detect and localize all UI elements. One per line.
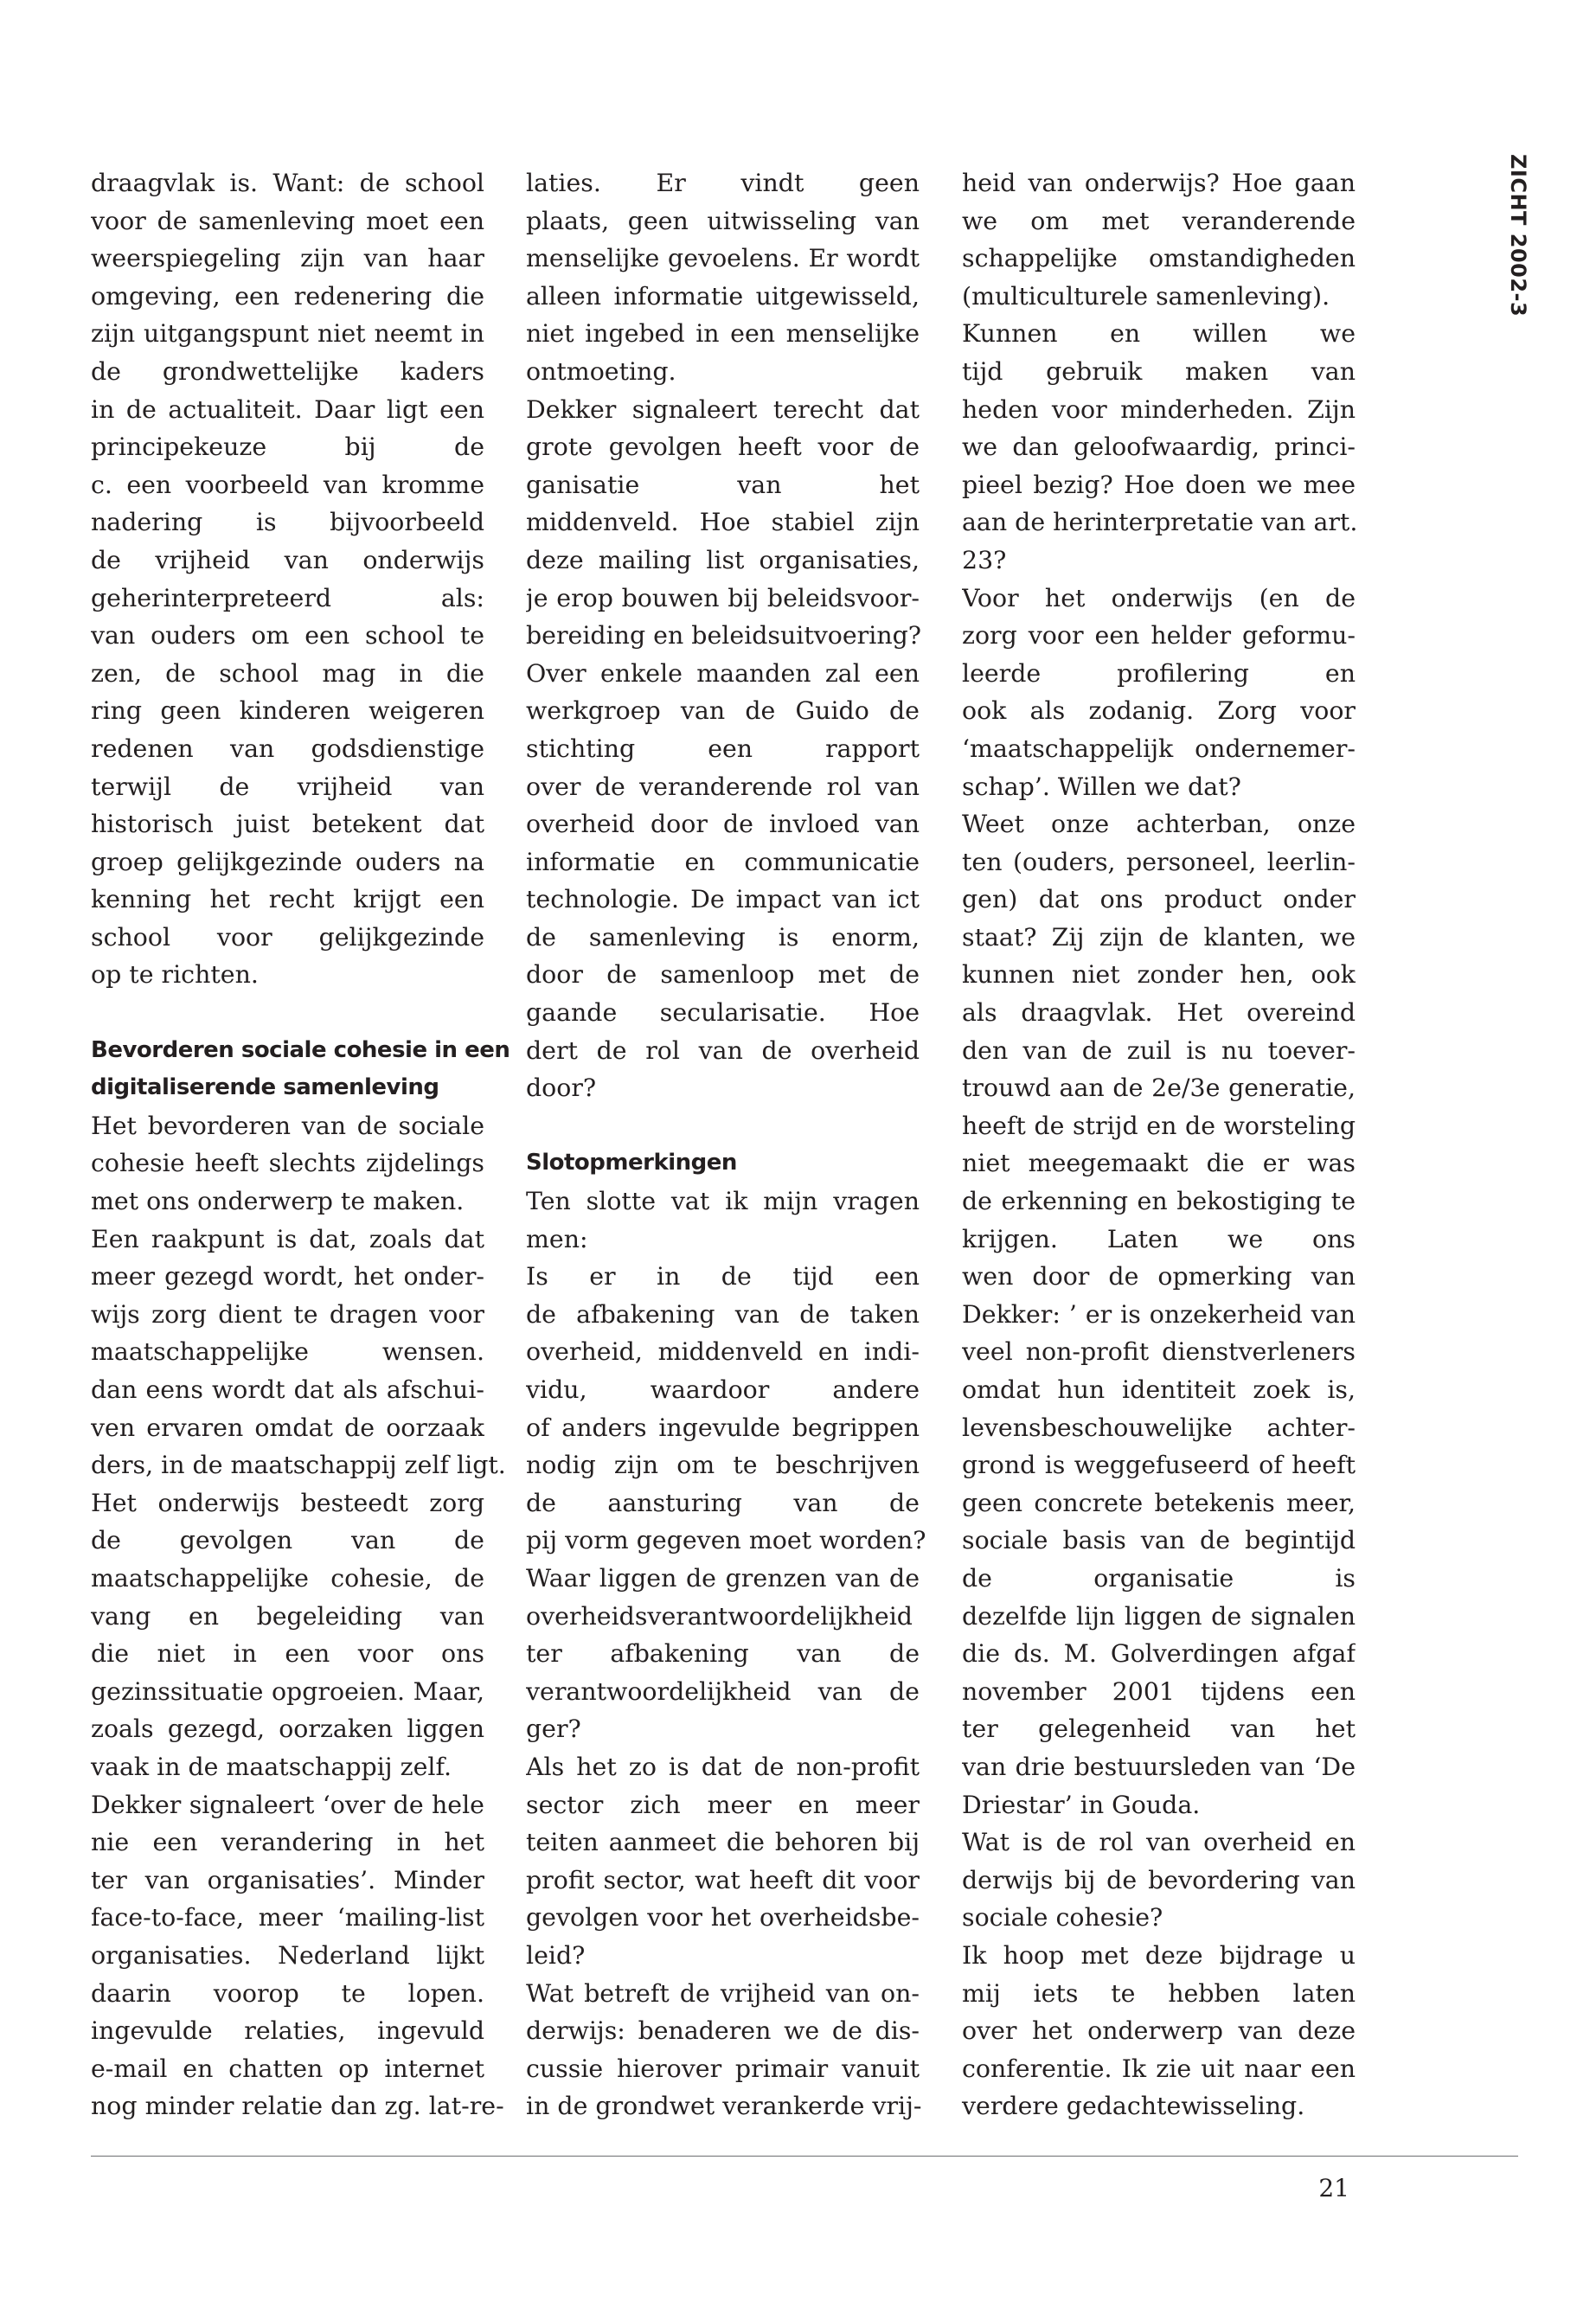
text-line: organisaties. Nederland lijkt bbox=[91, 1940, 484, 1970]
text-line: Over enkele maanden zal een bbox=[526, 658, 920, 688]
text-line: schap’. Willen we dat? bbox=[962, 772, 1241, 801]
text-line: c. een voorbeeld van kromme bbox=[91, 470, 484, 499]
text-line: Dekker signaleert ‘over de hele bbox=[91, 1790, 484, 1819]
text-line: e-mail en chatten op internet bbox=[91, 2054, 484, 2083]
section-heading-line: Slotopmerkingen bbox=[526, 1150, 737, 1176]
text-line: Een raakpunt is dat, zoals dat bbox=[91, 1224, 484, 1253]
text-line: informatie en communicatie bbox=[526, 847, 920, 876]
text-line: overheidsverantwoordelijkheid bbox=[526, 1601, 913, 1631]
text-line: gaande secularisatie. Hoe bbox=[526, 998, 920, 1028]
text-line: heden voor minderheden. Zijn bbox=[962, 394, 1356, 424]
text-line: sociale cohesie? bbox=[962, 1903, 1163, 1932]
text-line: de erkenning en bekostiging te bbox=[962, 1187, 1356, 1216]
journal-tag-text: ZICHT 2002-3 bbox=[1506, 154, 1530, 317]
text-line: Driestar’ in Gouda. bbox=[962, 1790, 1201, 1819]
text-line: ring geen kinderen weigeren bbox=[91, 696, 484, 726]
text-line: technologie. De impact van ict bbox=[526, 885, 920, 914]
text-line: we dan geloofwaardig, princi- bbox=[962, 433, 1356, 462]
text-line: Als het zo is dat de non-profit bbox=[526, 1752, 920, 1781]
text-line: Kunnen en willen we bbox=[962, 319, 1356, 349]
text-line: ingevulde relaties, ingevuld bbox=[91, 2016, 484, 2046]
text-line: kunnen niet zonder hen, ook bbox=[962, 960, 1356, 990]
text-line: terwijl de vrijheid van bbox=[91, 772, 484, 801]
text-line: Ik hoop met deze bijdrage u bbox=[962, 1940, 1356, 1970]
text-line: dezelfde lijn liggen de signalen bbox=[962, 1601, 1356, 1631]
text-line: groep gelijkgezinde ouders na bbox=[91, 847, 484, 876]
text-line: of anders ingevulde begrippen bbox=[526, 1413, 920, 1442]
text-line: mij iets te hebben laten bbox=[962, 1978, 1356, 2008]
text-line: je erop bouwen bij beleidsvoor- bbox=[526, 583, 920, 612]
text-line: als draagvlak. Het overeind bbox=[962, 998, 1356, 1028]
text-line: maatschappelijke wensen. bbox=[91, 1337, 484, 1367]
text-line: plaats, geen uitwisseling van bbox=[526, 206, 920, 235]
text-line: conferentie. Ik zie uit naar een bbox=[962, 2054, 1356, 2083]
article-column-1 bbox=[91, 164, 510, 2125]
text-line: redenen van godsdienstige bbox=[91, 734, 484, 763]
text-line: vaak in de maatschappij zelf. bbox=[91, 1752, 452, 1781]
text-line: wijs zorg dient te dragen voor bbox=[91, 1299, 484, 1329]
text-line: ook als zodanig. Zorg voor bbox=[962, 696, 1356, 726]
text-line: pieel bezig? Hoe doen we mee bbox=[962, 470, 1356, 499]
text-line: Het bevorderen van de sociale bbox=[91, 1111, 484, 1140]
text-line: wen door de opmerking van bbox=[962, 1262, 1356, 1292]
text-line: nog minder relatie dan zg. lat-re- bbox=[91, 2092, 504, 2121]
text-line: school voor gelijkgezinde bbox=[91, 922, 484, 952]
text-line: van drie bestuursleden van ‘De bbox=[962, 1752, 1356, 1781]
text-line: de gevolgen van de bbox=[91, 1526, 484, 1555]
text-line: dert de rol van de overheid bbox=[526, 1035, 920, 1065]
section-heading-line: digitaliserende samenleving bbox=[91, 1074, 439, 1101]
text-line: vang en begeleiding van bbox=[91, 1601, 484, 1631]
text-line: die ds. M. Golverdingen afgaf bbox=[962, 1639, 1356, 1669]
text-line: we om met veranderende bbox=[962, 206, 1356, 235]
text-line: teiten aanmeet die behoren bij bbox=[526, 1828, 920, 1857]
article-column-2 bbox=[526, 164, 926, 2125]
text-line: zorg voor een helder geformu- bbox=[962, 621, 1356, 651]
text-line: grote gevolgen heeft voor de bbox=[526, 433, 920, 462]
text-line: overheid, middenveld en indi- bbox=[526, 1337, 920, 1367]
text-line: cussie hierover primair vanuit bbox=[526, 2054, 920, 2083]
text-line: november 2001 tijdens een bbox=[962, 1676, 1356, 1706]
text-line: vidu, waardoor andere bbox=[526, 1375, 920, 1404]
text-line: aan de herinterpretatie van art. bbox=[962, 508, 1358, 537]
text-line: over het onderwerp van deze bbox=[962, 2016, 1356, 2046]
text-line: Ten slotte vat ik mijn vragen bbox=[526, 1187, 920, 1216]
text-line: in de grondwet verankerde vrij- bbox=[526, 2092, 922, 2121]
text-line: daarin voorop te lopen. bbox=[91, 1978, 484, 2008]
text-line: de grondwettelijke kaders bbox=[91, 356, 484, 386]
text-line: Wat is de rol van overheid en bbox=[962, 1828, 1356, 1857]
text-line: 23? bbox=[962, 545, 1007, 574]
text-line: kenning het recht krijgt een bbox=[91, 885, 484, 914]
text-line: ‘maatschappelijk ondernemer- bbox=[962, 734, 1356, 763]
text-line: veel non-profit dienstverleners bbox=[962, 1337, 1356, 1367]
text-line: Voor het onderwijs (en de bbox=[962, 583, 1356, 612]
text-line: van ouders om een school te bbox=[91, 621, 484, 651]
text-line: over de veranderende rol van bbox=[526, 772, 920, 801]
text-line: heid van onderwijs? Hoe gaan bbox=[962, 169, 1356, 197]
text-line: omdat hun identiteit zoek is, bbox=[962, 1375, 1356, 1404]
text-line: cohesie heeft slechts zijdelings bbox=[91, 1149, 484, 1178]
footer-rule bbox=[91, 2156, 1518, 2157]
text-line: niet meegemaakt die er was bbox=[962, 1149, 1356, 1178]
text-line: heeft de strijd en de worsteling bbox=[962, 1111, 1356, 1140]
text-line: de afbakening van de taken bbox=[526, 1299, 920, 1329]
text-line: door? bbox=[526, 1074, 597, 1103]
text-line: met ons onderwerp te maken. bbox=[91, 1187, 465, 1216]
text-line: dan eens wordt dat als afschui- bbox=[91, 1375, 484, 1404]
text-line: Waar liggen de grenzen van de bbox=[526, 1563, 920, 1593]
text-line: grond is weggefuseerd of heeft bbox=[962, 1451, 1356, 1480]
section-heading-line: Bevorderen sociale cohesie in een bbox=[91, 1036, 510, 1063]
text-line: ganisatie van het bbox=[526, 470, 920, 499]
text-line: voor de samenleving moet een bbox=[91, 206, 484, 235]
text-line: zijn uitgangspunt niet neemt in bbox=[91, 319, 484, 349]
text-line: verdere gedachtewisseling. bbox=[962, 2092, 1305, 2121]
text-line: werkgroep van de Guido de bbox=[526, 696, 920, 726]
text-line: Weet onze achterban, onze bbox=[962, 810, 1356, 839]
text-line: krijgen. Laten we ons bbox=[962, 1224, 1356, 1253]
text-line: alleen informatie uitgewisseld, bbox=[526, 281, 920, 311]
text-line: gezinssituatie opgroeien. Maar, bbox=[91, 1676, 484, 1706]
text-line: maatschappelijke cohesie, de bbox=[91, 1563, 484, 1593]
text-line: de organisatie is bbox=[962, 1563, 1356, 1593]
text-line: ter van organisaties’. Minder bbox=[91, 1865, 484, 1894]
text-line: historisch juist betekent dat bbox=[91, 810, 484, 839]
page-number: 21 bbox=[1318, 2174, 1349, 2202]
text-line: ter gelegenheid van het bbox=[962, 1715, 1356, 1744]
text-line: de vrijheid van onderwijs bbox=[91, 545, 484, 574]
text-line: gen) dat ons product onder bbox=[962, 885, 1356, 914]
text-line: nadering is bijvoorbeeld bbox=[91, 508, 484, 537]
text-line: Wat betreft de vrijheid van on- bbox=[526, 1978, 920, 2008]
text-line: face-to-face, meer ‘mailing-list bbox=[91, 1903, 484, 1932]
text-line: die niet in een voor ons bbox=[91, 1639, 484, 1669]
text-line: Is er in de tijd een bbox=[526, 1262, 920, 1292]
text-line: profit sector, wat heeft dit voor bbox=[526, 1865, 920, 1894]
text-line: door de samenloop met de bbox=[526, 960, 920, 990]
text-line: (multiculturele samenleving). bbox=[962, 281, 1330, 311]
text-line: middenveld. Hoe stabiel zijn bbox=[526, 508, 920, 537]
text-line: de aansturing van de bbox=[526, 1488, 920, 1517]
text-line: bereiding en beleidsuitvoering? bbox=[526, 621, 921, 651]
text-line: Dekker signaleert terecht dat bbox=[526, 394, 920, 424]
text-line: ter afbakening van de bbox=[526, 1639, 920, 1669]
text-line: stichting een rapport bbox=[526, 734, 920, 763]
text-line: de samenleving is enorm, bbox=[526, 922, 920, 952]
paragraph-spacer bbox=[91, 994, 484, 1032]
text-line: overheid door de invloed van bbox=[526, 810, 920, 839]
text-line: nie een verandering in het bbox=[91, 1828, 484, 1857]
text-line: ven ervaren omdat de oorzaak bbox=[91, 1413, 484, 1442]
text-line: ontmoeting. bbox=[526, 356, 676, 386]
paragraph-spacer bbox=[526, 1107, 920, 1145]
text-line: men: bbox=[526, 1224, 588, 1253]
text-line: tijd gebruik maken van bbox=[962, 356, 1356, 386]
text-line: deze mailing list organisaties, bbox=[526, 545, 920, 574]
text-line: sector zich meer en meer bbox=[526, 1790, 920, 1819]
text-line: menselijke gevoelens. Er wordt bbox=[526, 244, 920, 273]
text-line: geherinterpreteerd als: bbox=[91, 583, 484, 612]
text-line: derwijs bij de bevordering van bbox=[962, 1865, 1356, 1894]
text-line: niet ingebed in een menselijke bbox=[526, 319, 920, 349]
text-line: op te richten. bbox=[91, 960, 259, 990]
text-line: den van de zuil is nu toever- bbox=[962, 1035, 1356, 1065]
text-line: staat? Zij zijn de klanten, we bbox=[962, 922, 1356, 952]
text-line: weerspiegeling zijn van haar bbox=[91, 244, 484, 273]
text-line: zen, de school mag in die bbox=[91, 658, 484, 688]
text-line: zoals gezegd, oorzaken liggen bbox=[91, 1715, 484, 1744]
text-line: in de actualiteit. Daar ligt een bbox=[91, 394, 484, 424]
text-line: Dekker: ’ er is onzekerheid van bbox=[962, 1299, 1356, 1329]
text-line: levensbeschouwelijke achter- bbox=[962, 1413, 1356, 1442]
text-line: leid? bbox=[526, 1940, 586, 1970]
text-line: gevolgen voor het overheidsbe- bbox=[526, 1903, 920, 1932]
text-line: schappelijke omstandigheden bbox=[962, 244, 1356, 273]
text-line: Het onderwijs besteedt zorg bbox=[91, 1488, 484, 1517]
text-line: pij vorm gegeven moet worden? bbox=[526, 1526, 926, 1555]
text-line: nodig zijn om te beschrijven bbox=[526, 1451, 920, 1480]
text-line: leerde profilering en bbox=[962, 658, 1356, 688]
text-line: omgeving, een redenering die bbox=[91, 281, 484, 311]
text-line: ger? bbox=[526, 1715, 581, 1744]
text-line: meer gezegd wordt, het onder- bbox=[91, 1262, 484, 1292]
article-column-3 bbox=[962, 164, 1356, 2125]
text-line: laties. Er vindt geen bbox=[526, 169, 920, 197]
text-line: draagvlak is. Want: de school bbox=[91, 169, 484, 197]
text-line: geen concrete betekenis meer, bbox=[962, 1488, 1356, 1517]
text-line: trouwd aan de 2e/3e generatie, bbox=[962, 1074, 1356, 1103]
text-line: sociale basis van de begintijd bbox=[962, 1526, 1356, 1555]
text-line: derwijs: benaderen we de dis- bbox=[526, 2016, 920, 2046]
journal-tag bbox=[1501, 154, 1539, 317]
text-line: ten (ouders, personeel, leerlin- bbox=[962, 847, 1356, 876]
text-line: verantwoordelijkheid van de bbox=[526, 1676, 920, 1706]
text-line: principekeuze bij de bbox=[91, 433, 484, 462]
text-line: ders, in de maatschappij zelf ligt. bbox=[91, 1451, 506, 1480]
